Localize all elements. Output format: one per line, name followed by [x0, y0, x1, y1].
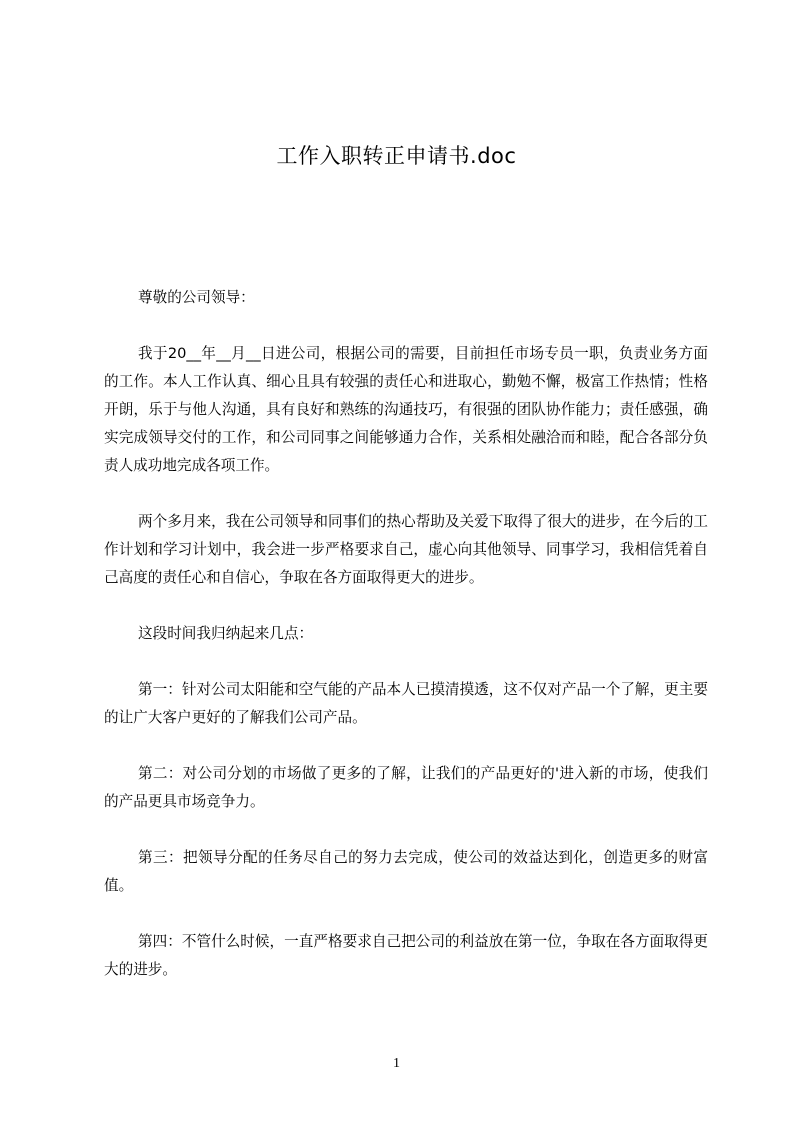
greeting: 尊敬的公司领导： [138, 289, 255, 306]
document-title: 工作入职转正申请书.doc [276, 144, 517, 168]
paragraph-point-2: 第二：对公司分划的市场做了更多的了解，让我们的产品更好的'进入新的市场，使我们的产品更具市场竞争力。 [104, 765, 708, 810]
paragraph-summary-heading: 这段时间我归纳起来几点： [138, 625, 314, 642]
paragraph-progress: 两个多月来，我在公司领导和同事们的热心帮助及关爱下取得了很大的进步，在今后的工作计划和学习计划中，我会进一步严格要求自己，虚心向其他领导、同事学习，我相信凭着自己高度的责任心和自信心，争取在各方面取得更大的进步。 [104, 513, 708, 586]
paragraph-point-1: 第一：针对公司太阳能和空气能的产品本人已摸清摸透，这不仅对产品一个了解，更主要的让广大客户更好的了解我们公司产品。 [104, 681, 708, 726]
paragraph-intro: 我于20__年__月__日进公司，根据公司的需要，目前担任市场专员一职，负责业务方面的工作。本人工作认真、细心且具有较强的责任心和进取心，勤勉不懈，极富工作热情；性格开朗，乐于与他人沟通，具有良好和熟练的沟通技巧，有很强的团队协作能力；责任感强，确实完成领导交付的工作，和公司同事之间能够通力合作，关系相处融洽而和睦，配合各部分负责人成功地完成各项工作。 [104, 345, 708, 474]
paragraph-point-4: 第四：不管什么时候，一直严格要求自己把公司的利益放在第一位，争取在各方面取得更大的进步。 [104, 933, 708, 978]
document-body [104, 284, 708, 1012]
paragraph-point-3: 第三：把领导分配的任务尽自己的努力去完成，使公司的效益达到化，创造更多的财富值。 [104, 849, 708, 894]
page-number: 1 [393, 1056, 400, 1071]
